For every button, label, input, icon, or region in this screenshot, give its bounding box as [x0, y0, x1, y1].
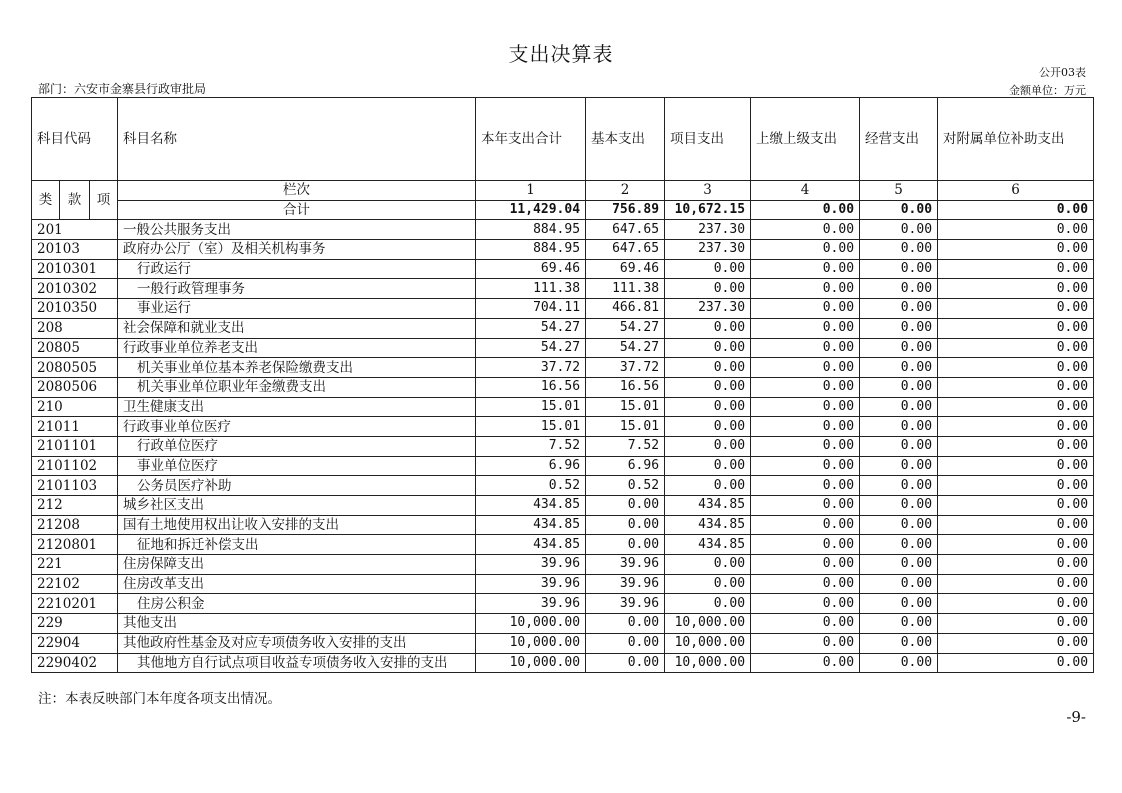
row-project: 10,000.00: [665, 633, 751, 653]
row-basic: 69.46: [586, 259, 665, 279]
row-code: 22904: [32, 633, 118, 653]
row-upper: 0.00: [751, 456, 860, 476]
row-total: 39.96: [476, 574, 586, 594]
row-name-cell: [118, 633, 476, 653]
row-subsidy: 0.00: [938, 377, 1094, 397]
row-upper: 0.00: [751, 496, 860, 516]
row-code: 2101103: [32, 476, 118, 496]
row-name: 其他支出: [123, 615, 178, 632]
table-row: [32, 318, 1094, 338]
row-name: 机关事业单位职业年金缴费支出: [137, 379, 327, 396]
row-basic: 37.72: [586, 358, 665, 378]
row-subsidy: 0.00: [938, 240, 1094, 260]
row-project: 0.00: [665, 417, 751, 437]
row-name: 行政运行: [137, 261, 192, 278]
row-basic: 39.96: [586, 594, 665, 614]
header-business: 经营支出: [860, 98, 938, 181]
row-upper: 0.00: [751, 535, 860, 555]
row-project: 0.00: [665, 476, 751, 496]
row-name: 城乡社区支出: [123, 497, 205, 514]
row-name-cell: [118, 436, 476, 456]
row-upper: 0.00: [751, 279, 860, 299]
row-basic: 0.00: [586, 614, 665, 634]
row-code: 2010302: [32, 279, 118, 299]
row-upper: 0.00: [751, 338, 860, 358]
row-name-cell: [118, 594, 476, 614]
table-number: 公开03表: [1039, 66, 1086, 79]
row-upper: 0.00: [751, 259, 860, 279]
table-row: [32, 555, 1094, 575]
header-project: 项目支出: [665, 98, 751, 181]
header-kuan: 款: [60, 181, 90, 220]
row-business: 0.00: [860, 456, 938, 476]
row-name-cell: [118, 456, 476, 476]
total-basic: 756.89: [586, 200, 665, 220]
row-upper: 0.00: [751, 299, 860, 319]
row-upper: 0.00: [751, 555, 860, 575]
row-basic: 54.27: [586, 318, 665, 338]
row-total: 39.96: [476, 594, 586, 614]
row-name-cell: [118, 220, 476, 240]
row-basic: 15.01: [586, 397, 665, 417]
row-basic: 466.81: [586, 299, 665, 319]
row-name: 机关事业单位基本养老保险缴费支出: [137, 359, 354, 376]
row-code: 212: [32, 496, 118, 516]
row-total: 10,000.00: [476, 614, 586, 634]
row-business: 0.00: [860, 240, 938, 260]
row-upper: 0.00: [751, 397, 860, 417]
row-subsidy: 0.00: [938, 220, 1094, 240]
table-row: [32, 279, 1094, 299]
row-subsidy: 0.00: [938, 633, 1094, 653]
total-upper: 0.00: [751, 200, 860, 220]
row-name-cell: [118, 377, 476, 397]
row-basic: 15.01: [586, 417, 665, 437]
row-code: 20103: [32, 240, 118, 260]
row-total: 434.85: [476, 496, 586, 516]
row-code: 2080506: [32, 377, 118, 397]
header-code: 科目代码: [32, 98, 118, 181]
row-upper: 0.00: [751, 436, 860, 456]
row-subsidy: 0.00: [938, 555, 1094, 575]
row-project: 0.00: [665, 318, 751, 338]
row-project: 237.30: [665, 220, 751, 240]
row-subsidy: 0.00: [938, 535, 1094, 555]
row-code: 22102: [32, 574, 118, 594]
row-upper: 0.00: [751, 220, 860, 240]
row-name: 征地和拆迁补偿支出: [137, 536, 259, 553]
row-upper: 0.00: [751, 417, 860, 437]
row-project: 10,000.00: [665, 653, 751, 673]
row-upper: 0.00: [751, 614, 860, 634]
col-index-5: 5: [860, 181, 938, 201]
row-total: 6.96: [476, 456, 586, 476]
row-total: 884.95: [476, 240, 586, 260]
row-basic: 39.96: [586, 555, 665, 575]
row-name: 国有土地使用权出让收入安排的支出: [123, 517, 340, 534]
row-total: 15.01: [476, 417, 586, 437]
row-upper: 0.00: [751, 318, 860, 338]
row-name: 事业运行: [137, 300, 192, 317]
row-code: 20805: [32, 338, 118, 358]
row-code: 208: [32, 318, 118, 338]
row-upper: 0.00: [751, 476, 860, 496]
row-basic: 7.52: [586, 436, 665, 456]
row-basic: 647.65: [586, 220, 665, 240]
row-name-cell: [118, 358, 476, 378]
row-business: 0.00: [860, 614, 938, 634]
row-total: 10,000.00: [476, 633, 586, 653]
table-row: [32, 240, 1094, 260]
row-name-cell: [118, 515, 476, 535]
total-business: 0.00: [860, 200, 938, 220]
row-code: 2290402: [32, 653, 118, 673]
row-business: 0.00: [860, 220, 938, 240]
row-total: 69.46: [476, 259, 586, 279]
page-number: -9-: [1066, 708, 1086, 726]
row-subsidy: 0.00: [938, 574, 1094, 594]
table-row: [32, 574, 1094, 594]
row-code: 210: [32, 397, 118, 417]
row-upper: 0.00: [751, 377, 860, 397]
col-index-6: 6: [938, 181, 1094, 201]
row-total: 10,000.00: [476, 653, 586, 673]
row-name-cell: [118, 259, 476, 279]
row-name: 行政单位医疗: [137, 438, 219, 455]
row-subsidy: 0.00: [938, 338, 1094, 358]
row-subsidy: 0.00: [938, 299, 1094, 319]
header-basic: 基本支出: [586, 98, 665, 181]
row-basic: 0.00: [586, 535, 665, 555]
row-business: 0.00: [860, 574, 938, 594]
table-row: [32, 259, 1094, 279]
row-subsidy: 0.00: [938, 496, 1094, 516]
row-code: 2101101: [32, 436, 118, 456]
row-upper: 0.00: [751, 633, 860, 653]
header-subsidy: 对附属单位补助支出: [938, 98, 1094, 181]
table-row: [32, 397, 1094, 417]
row-business: 0.00: [860, 299, 938, 319]
row-name-cell: [118, 338, 476, 358]
row-project: 237.30: [665, 240, 751, 260]
col-index-3: 3: [665, 181, 751, 201]
row-name-cell: [118, 535, 476, 555]
row-subsidy: 0.00: [938, 279, 1094, 299]
row-name: 其他地方自行试点项目收益专项债务收入安排的支出: [137, 654, 448, 671]
total-label: 合计: [118, 200, 476, 220]
row-subsidy: 0.00: [938, 417, 1094, 437]
row-upper: 0.00: [751, 358, 860, 378]
row-total: 434.85: [476, 515, 586, 535]
row-project: 0.00: [665, 338, 751, 358]
row-total: 704.11: [476, 299, 586, 319]
row-subsidy: 0.00: [938, 318, 1094, 338]
row-basic: 0.00: [586, 633, 665, 653]
row-name: 住房公积金: [137, 595, 205, 612]
row-project: 434.85: [665, 535, 751, 555]
row-name: 公务员医疗补助: [137, 477, 232, 494]
row-total: 16.56: [476, 377, 586, 397]
row-name-cell: [118, 397, 476, 417]
row-code: 2101102: [32, 456, 118, 476]
row-basic: 0.00: [586, 515, 665, 535]
row-name: 社会保障和就业支出: [123, 320, 245, 337]
row-basic: 0.52: [586, 476, 665, 496]
row-project: 0.00: [665, 377, 751, 397]
row-business: 0.00: [860, 515, 938, 535]
row-basic: 39.96: [586, 574, 665, 594]
row-subsidy: 0.00: [938, 614, 1094, 634]
row-business: 0.00: [860, 318, 938, 338]
row-code: 2080505: [32, 358, 118, 378]
row-name: 一般行政管理事务: [137, 280, 246, 297]
row-subsidy: 0.00: [938, 515, 1094, 535]
header-name: 科目名称: [118, 98, 476, 181]
row-upper: 0.00: [751, 240, 860, 260]
row-subsidy: 0.00: [938, 594, 1094, 614]
row-upper: 0.00: [751, 653, 860, 673]
row-subsidy: 0.00: [938, 259, 1094, 279]
total-project: 10,672.15: [665, 200, 751, 220]
row-project: 0.00: [665, 397, 751, 417]
row-total: 39.96: [476, 555, 586, 575]
row-business: 0.00: [860, 377, 938, 397]
row-name: 行政事业单位医疗: [123, 418, 232, 435]
row-business: 0.00: [860, 594, 938, 614]
row-upper: 0.00: [751, 594, 860, 614]
row-subsidy: 0.00: [938, 476, 1094, 496]
row-name: 住房改革支出: [123, 576, 205, 593]
row-business: 0.00: [860, 653, 938, 673]
row-business: 0.00: [860, 476, 938, 496]
row-total: 884.95: [476, 220, 586, 240]
total-subsidy: 0.00: [938, 200, 1094, 220]
row-upper: 0.00: [751, 574, 860, 594]
row-project: 0.00: [665, 259, 751, 279]
row-basic: 0.00: [586, 496, 665, 516]
row-name: 行政事业单位养老支出: [123, 339, 259, 356]
table-row: [32, 358, 1094, 378]
row-project: 0.00: [665, 456, 751, 476]
row-basic: 54.27: [586, 338, 665, 358]
header-row: [32, 98, 1094, 181]
row-basic: 111.38: [586, 279, 665, 299]
row-project: 237.30: [665, 299, 751, 319]
row-subsidy: 0.00: [938, 436, 1094, 456]
table-row: [32, 377, 1094, 397]
header-lei: 类: [32, 181, 60, 220]
row-upper: 0.00: [751, 515, 860, 535]
row-code: 221: [32, 555, 118, 575]
row-business: 0.00: [860, 436, 938, 456]
header-upper: 上缴上级支出: [751, 98, 860, 181]
footnote: 注：本表反映部门本年度各项支出情况。: [38, 691, 281, 707]
row-business: 0.00: [860, 535, 938, 555]
row-total: 111.38: [476, 279, 586, 299]
table-row: [32, 436, 1094, 456]
row-subsidy: 0.00: [938, 397, 1094, 417]
row-total: 37.72: [476, 358, 586, 378]
row-subsidy: 0.00: [938, 358, 1094, 378]
table-row: [32, 535, 1094, 555]
row-basic: 0.00: [586, 653, 665, 673]
row-project: 0.00: [665, 436, 751, 456]
row-business: 0.00: [860, 259, 938, 279]
department-label: 部门：六安市金寨县行政审批局: [38, 82, 207, 96]
row-total: 434.85: [476, 535, 586, 555]
row-business: 0.00: [860, 279, 938, 299]
col-index-2: 2: [586, 181, 665, 201]
column-index-row: [32, 181, 1094, 201]
row-name-cell: [118, 496, 476, 516]
row-code: 21011: [32, 417, 118, 437]
table-row: [32, 299, 1094, 319]
row-name: 其他政府性基金及对应专项债务收入安排的支出: [123, 635, 407, 652]
row-project: 0.00: [665, 279, 751, 299]
row-project: 434.85: [665, 496, 751, 516]
row-code: 2210201: [32, 594, 118, 614]
table-row: [32, 594, 1094, 614]
row-business: 0.00: [860, 417, 938, 437]
row-business: 0.00: [860, 358, 938, 378]
row-business: 0.00: [860, 555, 938, 575]
row-code: 2010301: [32, 259, 118, 279]
table-row: [32, 338, 1094, 358]
row-total: 7.52: [476, 436, 586, 456]
table-row: [32, 496, 1094, 516]
row-business: 0.00: [860, 338, 938, 358]
row-project: 0.00: [665, 574, 751, 594]
row-name-cell: [118, 476, 476, 496]
row-name: 事业单位医疗: [137, 457, 219, 474]
lanci-label: 栏次: [118, 181, 476, 201]
table-row: [32, 476, 1094, 496]
row-name-cell: [118, 318, 476, 338]
row-subsidy: 0.00: [938, 653, 1094, 673]
row-total: 54.27: [476, 318, 586, 338]
row-business: 0.00: [860, 633, 938, 653]
row-basic: 16.56: [586, 377, 665, 397]
row-code: 229: [32, 614, 118, 634]
page-title: 支出决算表: [508, 42, 614, 66]
row-project: 0.00: [665, 594, 751, 614]
header-total: 本年支出合计: [476, 98, 586, 181]
col-index-4: 4: [751, 181, 860, 201]
row-business: 0.00: [860, 496, 938, 516]
row-total: 54.27: [476, 338, 586, 358]
row-name-cell: [118, 240, 476, 260]
table-row: [32, 633, 1094, 653]
row-subsidy: 0.00: [938, 456, 1094, 476]
table-row: [32, 456, 1094, 476]
expenditure-table: [31, 97, 1094, 673]
row-project: 434.85: [665, 515, 751, 535]
table-row: [32, 515, 1094, 535]
row-name: 政府办公厅（室）及相关机构事务: [123, 241, 326, 258]
row-name-cell: [118, 653, 476, 673]
row-code: 201: [32, 220, 118, 240]
total-total: 11,429.04: [476, 200, 586, 220]
table-row: [32, 417, 1094, 437]
row-basic: 6.96: [586, 456, 665, 476]
row-code: 2010350: [32, 299, 118, 319]
row-code: 21208: [32, 515, 118, 535]
header-xiang: 项: [90, 181, 118, 220]
row-name-cell: [118, 614, 476, 634]
row-code: 2120801: [32, 535, 118, 555]
row-name: 住房保障支出: [123, 556, 205, 573]
table-row: [32, 614, 1094, 634]
row-project: 0.00: [665, 555, 751, 575]
row-project: 0.00: [665, 358, 751, 378]
row-total: 0.52: [476, 476, 586, 496]
amount-unit-label: 金额单位：万元: [1009, 84, 1086, 97]
row-project: 10,000.00: [665, 614, 751, 634]
col-index-1: 1: [476, 181, 586, 201]
row-name-cell: [118, 574, 476, 594]
row-name-cell: [118, 279, 476, 299]
row-total: 15.01: [476, 397, 586, 417]
table-row: [32, 653, 1094, 673]
row-business: 0.00: [860, 397, 938, 417]
row-name-cell: [118, 417, 476, 437]
row-name: 一般公共服务支出: [123, 221, 232, 238]
total-row: [32, 200, 1094, 220]
row-basic: 647.65: [586, 240, 665, 260]
row-name: 卫生健康支出: [123, 398, 205, 415]
row-name-cell: [118, 555, 476, 575]
row-name-cell: [118, 299, 476, 319]
table-row: [32, 220, 1094, 240]
